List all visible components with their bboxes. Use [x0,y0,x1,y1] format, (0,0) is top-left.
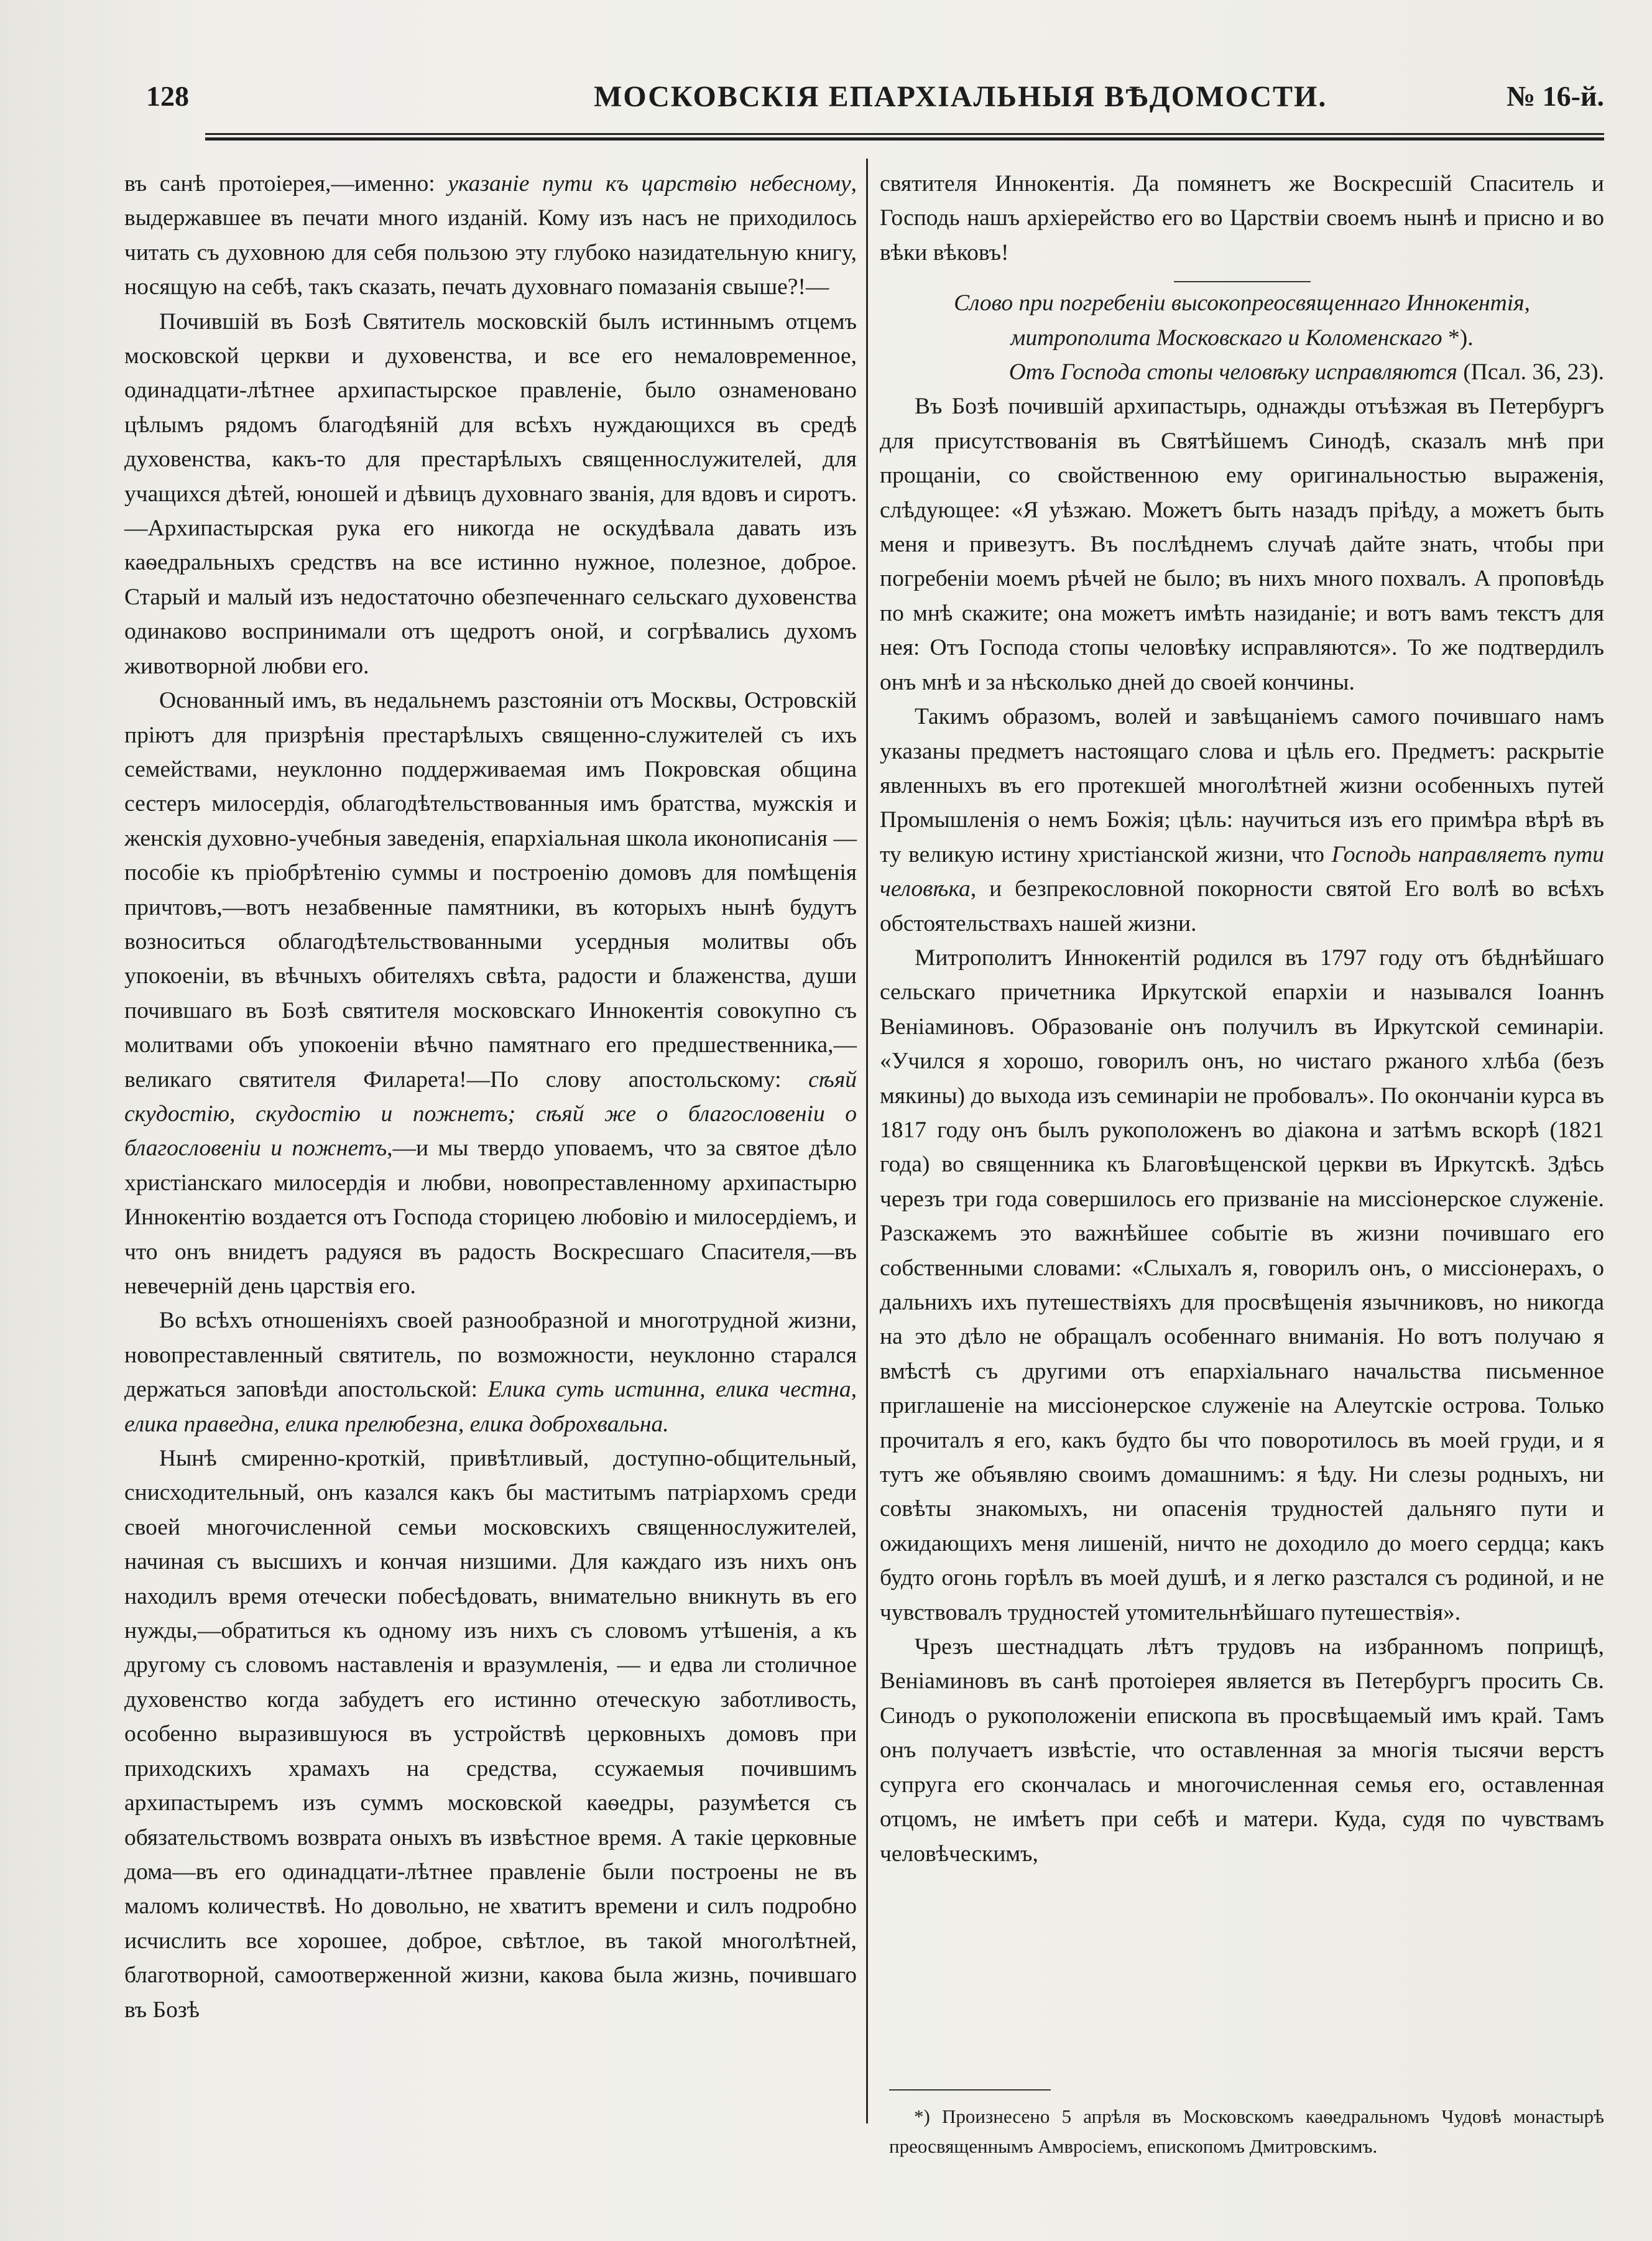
footnote [889,2102,1604,2161]
text-run: Основанный имъ, въ недальнемъ разстояніи отъ Москвы, Островскій пріютъ для призрѣнія престарѣлыхъ священно-служителей съ ихъ семействами, неуклонно поддерживаемая имъ Покровская община сестеръ милосердія, облагодѣтельствованныя имъ братства, мужскія и женскія духовно-учебныя заведенія, епархіальная школа иконописанія — пособіе къ пріобрѣтенію суммы и построенію домовъ для помѣщенія причтовъ,—вотъ незабвенные памятники, въ которыхъ нынѣ будутъ возноситься облагодѣтельствованными усердныя молитвы объ упокоеніи, въ вѣчныхъ обителяхъ свѣта, радости и блаженства, души почившаго въ Бозѣ святителя московскаго Иннокентія совокупно съ молитвами объ упокоеніи вѣчно памятнаго его предшественника,—великаго святителя Филарета!—По слову апостольскому: [124,688,857,1093]
epigraph-reference: (Псал. 36, 23). [1457,359,1604,386]
sermon-title-text: Слово при погребеніи высокопреосвященнаго Иннокентія, митрополита Московскаго и Коломенскаго [954,290,1530,351]
left-column [124,167,857,2027]
paragraph: Митрополитъ Иннокентій родился въ 1797 году отъ бѣднѣйшаго сельскаго причетника Иркутской епархіи и назывался Іоаннъ Веніаминовъ. Образованіе онъ получилъ въ Иркутской семинаріи. «Учился я хорошо, говорилъ онъ, но чистаго ржаного хлѣба (безъ мякины) до выхода изъ семинаріи не пробовалъ». По окончаніи курса въ 1817 году онъ былъ рукоположенъ во діакона и затѣмъ вскорѣ (1821 года) во священника къ Благовѣщенской церкви въ Иркутскѣ. Здѣсь черезъ три года совершилось его призваніе на миссіонерское служеніе. Разскажемъ это важнѣйшее событіе въ жизни почившаго его собственными словами: «Слыхалъ я, говорилъ онъ, о миссіонерахъ, о дальнихъ ихъ путешествіяхъ для просвѣщенія язычниковъ, но никогда на это дѣло не обращалъ особеннаго вниманія. Но вотъ получаю я вмѣстѣ съ другими отъ епархіальнаго начальства письменное приглашеніе на миссіонерское служеніе на Алеутскіе острова. Только прочиталъ я его, какъ будто бы что поворотилось въ моей груди, и я тутъ же объявляю своимъ домашнимъ: я ѣду. Ни слезы родныхъ, ни совѣты знакомыхъ, ни опасенія трудностей дальняго пути и ожидающихъ меня лишеній, ничто не доходило до моего сердца; какъ будто огонь горѣлъ въ моей душѣ, и я легко разстался съ родиной, и не чувствовалъ трудностей утомительнѣйшаго путешествія». [880,945,1604,1625]
italic-book-title: указаніе пути къ царствію небесному [448,171,851,196]
paragraph [124,683,857,1303]
paragraph: Почившій въ Бозѣ Святитель московскій былъ истиннымъ отцемъ московской церкви и духовенства, и все его немаловременное, одинадцати-лѣтнее архипастырское правленіе, было ознаменовано цѣлымъ рядомъ благодѣяній для всѣхъ нуждающихся въ средѣ духовенства, какъ-то для престарѣлыхъ священнослужителей, для учащихся дѣтей, юношей и дѣвицъ духовнаго званія, для вдовъ и сиротъ.—Архипастырская рука его никогда не оскудѣвала давать изъ каѳедральныхъ средствъ на все истинно нужное, полезное, доброе. Старый и малый изъ недостаточно обезпеченнаго сельскаго духовенства одинаково воспринимали отъ щедротъ оной, и согрѣвались духомъ животворной любви его. [124,308,857,679]
footnote-rule [889,2089,1051,2091]
text-run: Такимъ образомъ, волей и завѣщаніемъ самого почившаго намъ указаны предметъ настоящаго слова и цѣль его. Предметъ: раскрытіе явленныхъ въ его протекшей многолѣтней жизни особенныхъ путей Промышленія о немъ Божія; цѣль: научиться изъ его примѣра вѣрѣ въ ту великую истину христіанской жизни, что [880,704,1604,867]
closing-prayer: святителя Иннокентія. Да помянетъ же Воскресшій Спаситель и Господь нашъ архіерейство его во Царствіи своемъ нынѣ и присно и во вѣки вѣковъ! [880,171,1604,266]
paragraph [124,1303,857,1441]
sermon-title [880,286,1604,355]
header-double-rule [205,133,1604,141]
epigraph-text: Отъ Господа стопы человѣку исправляются [1008,359,1457,386]
paragraph: Въ Бозѣ почившій архипастырь, однажды отъѣзжая въ Петербургъ для присутствованія въ Святѣйшемъ Синодѣ, сказалъ мнѣ при прощаніи, со свойственною ему оригинальностью выраженія, слѣдующее: «Я уѣзжаю. Можетъ быть назадъ пріѣду, а можетъ быть меня и привезутъ. Въ послѣднемъ случаѣ дайте знать, чтобы при погребеніи моемъ рѣчей не было; въ нихъ много похвалъ. А проповѣдь по мнѣ скажите; она можетъ имѣть назиданіе; и вотъ вамъ текстъ для нея: Отъ Господа стопы человѣку исправляются». То же подтвердилъ онъ мнѣ и за нѣсколько дней до своей кончины. [880,394,1604,695]
paragraph: Нынѣ смиренно-кроткій, привѣтливый, доступно-общительный, снисходительный, онъ казался какъ бы маститымъ патріархомъ среди своей многочисленной семьи московскихъ священнослужителей, начиная съ высшихъ и кончая низшими. Для каждаго изъ нихъ онъ находилъ время отечески побесѣдовать, внимательно вникнуть въ его нужды,—обратиться къ одному изъ нихъ съ словомъ утѣшенія, а къ другому съ словомъ наставленія и вразумленія, — и едва ли столичное духовенство когда забудетъ его истинно отеческую заботливость, особенно выразившуюся въ устройствѣ церковныхъ домовъ при приходскихъ храмахъ на средства, ссужаемыя почившимъ архипастыремъ изъ суммъ московской каѳедры, разумѣется съ обязательствомъ возврата оныхъ въ извѣстное время. А такіе церковные дома—въ его одинадцати-лѣтнее правленіе были построены не въ маломъ количествѣ. Но довольно, не хватитъ времени и силъ подробно исчислить все хорошее, доброе, свѣтлое, въ такой многолѣтней, благотворной, самоотверженной жизни, какова была жизнь, почившаго въ Бозѣ [124,1446,857,2023]
journal-title: МОСКОВСКІЯ ЕПАРХІАЛЬНЫЯ ВѢДОМОСТИ. [594,80,1327,113]
left-opening-paragraph [124,167,857,305]
text-run: ,—и мы твердо уповаемъ, что за святое дѣло христіанскаго милосердія и любви, новопреставленному архипастырю Иннокентію воздается отъ Господа сторицею любовію и милосердіемъ, и что онъ внидетъ радуяся въ радость Воскресшаго Спасителя,—въ невечерній день царствія его. [124,1135,857,1299]
text-run: , выдержавшее въ печати много изданій. Кому изъ насъ не приходилось читать съ духовною для себя пользою эту глубоко назидательную книгу, носящую на себѣ, такъ сказать, печать духовнаго помазанія свыше?!— [124,171,857,300]
section-separator [1174,281,1311,282]
page-header [146,80,1604,123]
column-divider [866,159,868,2123]
epigraph [880,355,1604,389]
issue-number: № 16-й. [1506,80,1604,112]
text-run: въ санѣ протоіерея,—именно: [124,171,448,196]
text-run: , и безпрекословной покорности святой Его волѣ во всѣхъ обстоятельствахъ нашей жизни. [880,876,1604,936]
italic-phrase: Господь направляетъ пути человѣка [880,841,1604,902]
footnote-text: *) Произнесено 5 апрѣля въ Московскомъ каѳедральномъ Чудовѣ монастырѣ преосвященнымъ Амвросіемъ, епископомъ Дмитровскимъ. [889,2105,1604,2157]
paragraph [880,700,1604,941]
page-number: 128 [146,80,189,112]
italic-scripture-quote: сѣяй скудостію, скудостію и пожнетъ; сѣяй же о благословеніи о благословеніи и пожнетъ [124,1066,857,1162]
paragraph: Чрезъ шестнадцать лѣтъ трудовъ на избранномъ поприщѣ, Веніаминовъ въ санѣ протоіерея является въ Петербургъ просить Св. Синодъ о рукоположеніи епископа въ просвѣщаемый имъ край. Тамъ онъ получаетъ извѣстіе, что оставленная за многія тысячи верстъ супруга его скончалась и многочисленная семья его, оставленная отцомъ, не имѣетъ при себѣ и матери. Куда, судя по чувствамъ человѣческимъ, [880,1634,1604,1867]
footnote-mark: *). [1442,325,1474,351]
text-run: Во всѣхъ отношеніяхъ своей разнообразной и многотрудной жизни, новопреставленный святитель, по возможности, неуклонно старался держаться заповѣди апостольской: [124,1308,857,1403]
italic-scripture-quote: Елика суть истинна, елика честна, елика праведна, елика прелюбезна, елика доброхвальна. [124,1377,857,1437]
right-column [880,167,1604,1871]
